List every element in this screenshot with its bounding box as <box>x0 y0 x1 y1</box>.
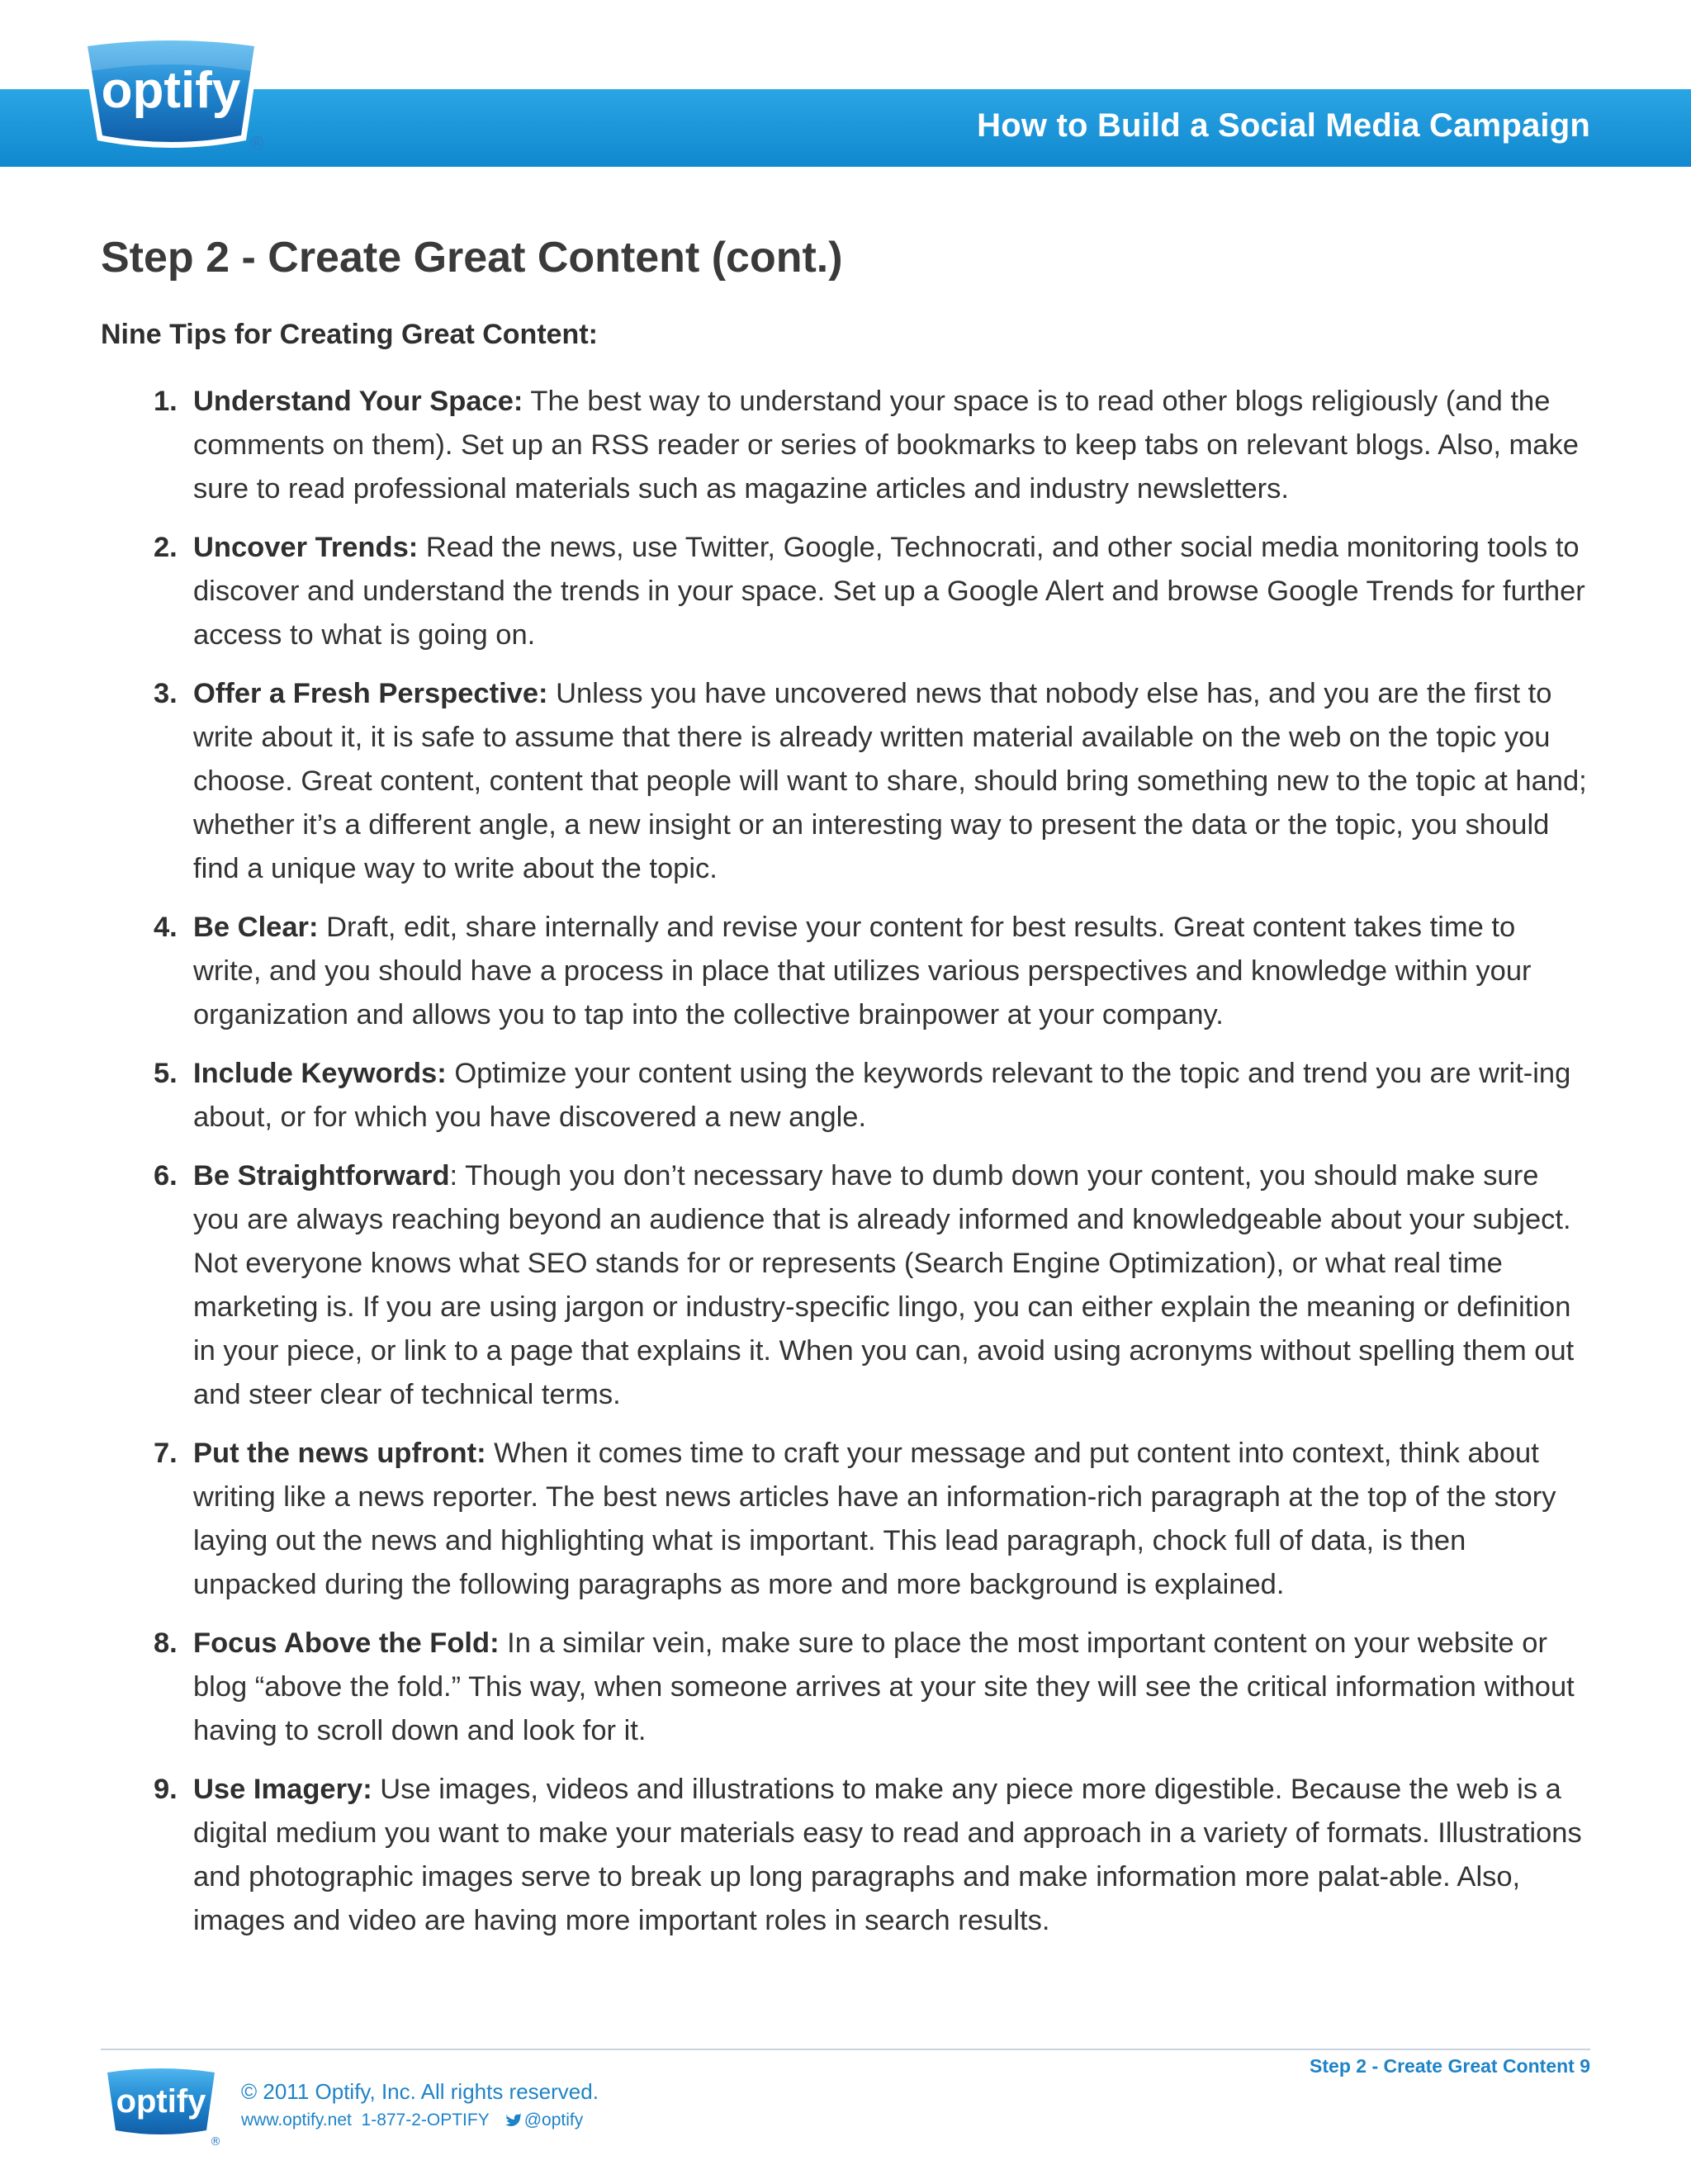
tip-heading: Use Imagery: <box>193 1774 372 1805</box>
footer-logo-registered-mark: ® <box>210 2135 221 2148</box>
footer-logo-text: optify <box>116 2083 206 2120</box>
tip-text: Use images, videos and illustrations to make any piece more digestible. Because the web is a digital medium you want to make your materials easy to read and approach in a variety of formats. Illustrations and photographic images serve to break up long paragraphs and make information more palat-able. Also, images and video are having more important roles in search results. <box>193 1774 1582 1936</box>
footer-copyright: © 2011 Optify, Inc. All rights reserved. <box>241 2079 599 2104</box>
tip-text: Draft, edit, share internally and revise your content for best results. Great content takes time to write, and you should have a process in place that utilizes various perspectives and knowledge within your organization and allows you to tap into the collective brainpower at your company. <box>193 912 1532 1030</box>
tip-number: 7. <box>154 1438 178 1469</box>
tip-number: 8. <box>154 1627 178 1659</box>
tip-heading: Offer a Fresh Perspective: <box>193 678 548 709</box>
tip-item <box>154 1432 1590 1607</box>
tip-number: 3. <box>154 678 178 709</box>
subtitle: Nine Tips for Creating Great Content: <box>101 319 598 350</box>
tip-number: 1. <box>154 386 178 417</box>
tip-text: In a similar vein, make sure to place the most important content on your website or blog “above the fold.” This way, when someone arrives at your site they will see the critical information without having to scroll down and look for it. <box>193 1627 1575 1746</box>
logo-text: optify <box>101 62 241 119</box>
document-title: How to Build a Social Media Campaign <box>977 107 1590 144</box>
footer-contact <box>241 2111 583 2130</box>
tip-item <box>154 380 1590 511</box>
tip-number: 6. <box>154 1160 178 1191</box>
tip-heading: Be Straightforward <box>193 1160 450 1191</box>
tip-item <box>154 1768 1590 1943</box>
tip-heading: Put the news upfront: <box>193 1438 486 1469</box>
footer-twitter-handle[interactable]: @optify <box>523 2111 584 2130</box>
tip-text: The best way to understand your space is to read other blogs religiously (and the comments on them). Set up an RSS reader or series of bookmarks to keep tabs on relevant blogs. Also, make sure to read professional materials such as magazine articles and industry newsletters. <box>193 386 1579 505</box>
tip-number: 5. <box>154 1058 178 1089</box>
tip-number: 9. <box>154 1774 178 1805</box>
tip-text: : Though you don’t necessary have to dumb down your content, you should make sure you are always reaching beyond an audience that is already informed and knowledgeable about your subject. Not everyone knows what SEO stands for or represents (Search Engine Optimization), or what real time marketing is. If you are using jargon or industry-specific lingo, you can either explain the meaning or definition in your piece, or link to a page that explains it. When you can, avoid using acronyms without spelling them out and steer clear of technical terms. <box>193 1160 1575 1410</box>
tip-item <box>154 1622 1590 1753</box>
page-title: Step 2 - Create Great Content (cont.) <box>101 234 843 282</box>
tip-item <box>154 906 1590 1037</box>
tip-text: Unless you have uncovered news that nobody else has, and you are the first to write about it, it is safe to assume that there is already written material available on the web on the topic you choose. Great content, content that people will want to share, should bring something new to the topic at hand; whether it’s a different angle, a new insight or an interesting way to present the data or the topic, you should find a unique way to write about the topic. <box>193 678 1587 884</box>
tip-heading: Be Clear: <box>193 912 319 943</box>
footer-website-link[interactable]: www.optify.net <box>241 2111 352 2130</box>
twitter-bird-icon <box>504 2111 523 2128</box>
tip-text: Read the news, use Twitter, Google, Technocrati, and other social media monitoring tools to discover and understand the trends in your space. Set up a Google Alert and browse Google Trends for further access to what is going on. <box>193 532 1585 651</box>
logo-registered-mark: ® <box>248 134 266 154</box>
tip-item <box>154 1052 1590 1139</box>
footer-phone: 1-877-2-OPTIFY <box>361 2111 490 2130</box>
tip-number: 2. <box>154 532 178 563</box>
tip-item <box>154 1154 1590 1417</box>
tip-text: Optimize your content using the keywords relevant to the topic and trend you are writ-ing about, or for which you have discovered a new angle. <box>193 1058 1571 1133</box>
tip-heading: Focus Above the Fold: <box>193 1627 500 1659</box>
tip-heading: Include Keywords: <box>193 1058 447 1089</box>
footer-section-page: Step 2 - Create Great Content 9 <box>1310 2055 1590 2077</box>
tip-heading: Uncover Trends: <box>193 532 419 563</box>
optify-logo <box>76 33 266 157</box>
tip-text: When it comes time to craft your message and put content into context, think about writing like a news reporter. The best news articles have an information-rich paragraph at the top of the story laying out the news and highlighting what is important. This lead paragraph, chock full of data, is then unpacked during the following paragraphs as more and more background is explained. <box>193 1438 1556 1600</box>
tip-item <box>154 672 1590 891</box>
optify-footer-logo <box>99 2063 223 2145</box>
tip-number: 4. <box>154 912 178 943</box>
tip-heading: Understand Your Space: <box>193 386 523 417</box>
tips-list <box>154 380 1590 1958</box>
tip-item <box>154 526 1590 657</box>
footer-divider <box>101 2049 1590 2050</box>
